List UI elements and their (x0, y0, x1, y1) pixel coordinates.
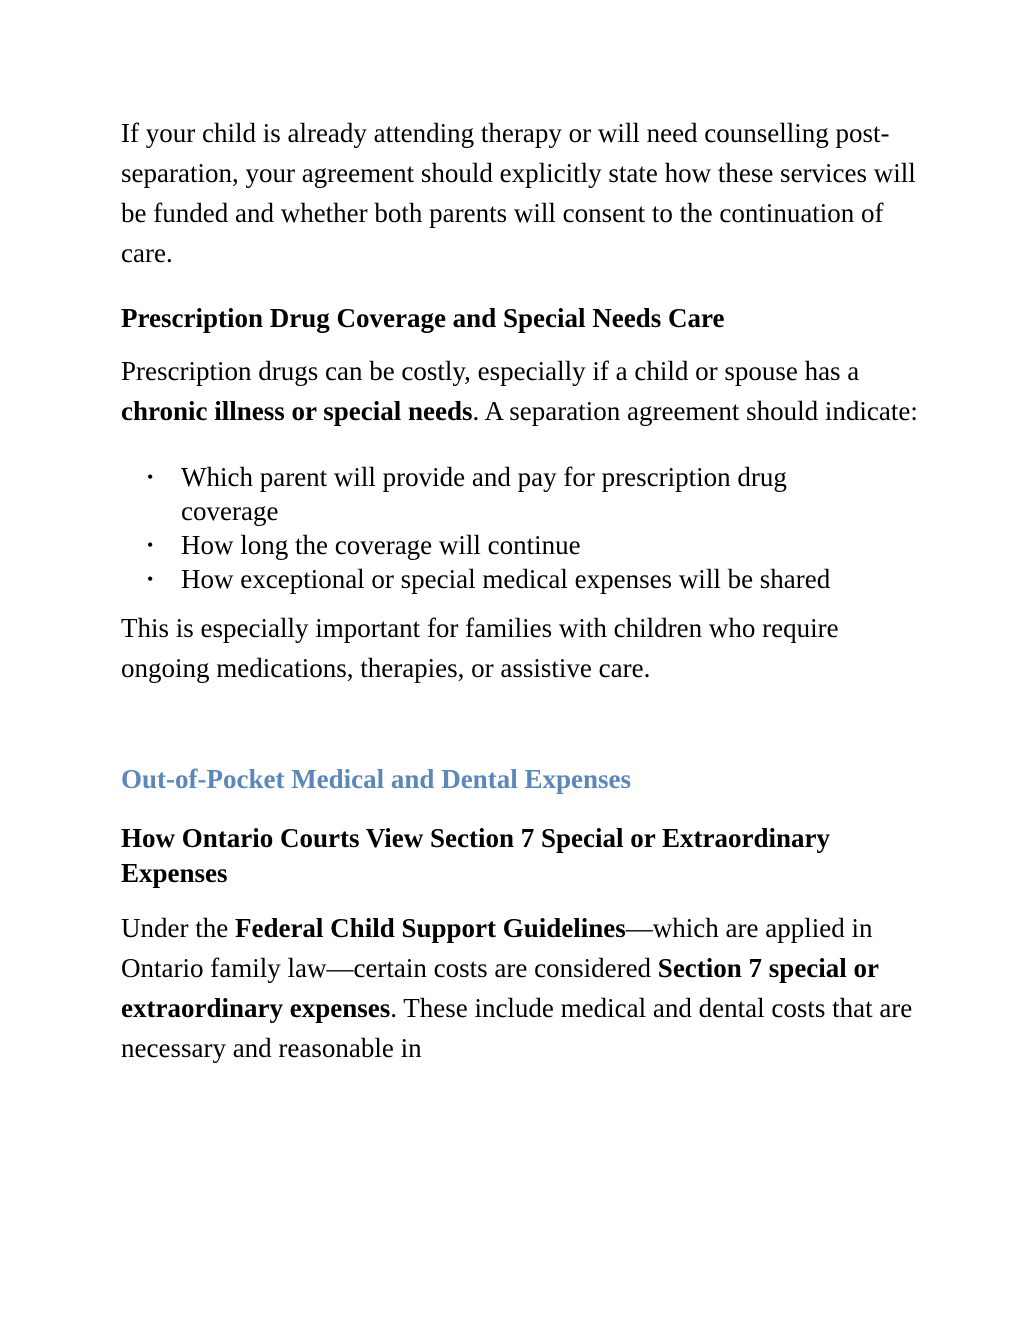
prescription-paragraph (121, 351, 921, 431)
guidelines-paragraph (121, 908, 921, 1068)
list-item (147, 528, 921, 562)
prescription-text-end: . A separation agreement should indicate: (472, 396, 918, 426)
intro-paragraph: If your child is already attending therapy or will need counselling post-separation, your agreement should explicitly state how these services will be funded and whether both parents will consent to the continuation of care. (121, 118, 916, 268)
guidelines-text-start: Under the (121, 913, 235, 943)
list-item (147, 460, 921, 528)
section-heading: Out-of-Pocket Medical and Dental Expenses (121, 764, 631, 794)
bullet-icon: • (147, 569, 154, 589)
list-item-text: How exceptional or special medical expenses will be shared (181, 564, 831, 594)
section-7-subheading: How Ontario Courts View Section 7 Special or Extraordinary Expenses (121, 823, 830, 888)
prescription-text-start: Prescription drugs can be costly, especially if a child or spouse has a (121, 356, 860, 386)
guidelines-text-end: . These include medical and dental costs that are necessary and reasonable in (121, 993, 913, 1063)
coverage-list (121, 460, 921, 596)
prescription-heading: Prescription Drug Coverage and Special Needs Care (121, 303, 725, 333)
list-item-text: How long the coverage will continue (181, 530, 581, 560)
list-item-text: Which parent will provide and pay for prescription drug coverage (181, 462, 787, 526)
document-page (121, 113, 921, 1068)
prescription-bold-text: chronic illness or special needs (121, 396, 473, 426)
guidelines-bold-text: Federal Child Support Guidelines (234, 913, 626, 943)
list-item (147, 562, 921, 596)
section-7-bold-text: Section 7 special or extraordinary expenses (121, 953, 879, 1023)
guidelines-text-mid: —which are applied in Ontario family law—certain costs are considered (121, 913, 873, 983)
bullet-icon: • (147, 535, 154, 555)
closing-paragraph: This is especially important for families with children who require ongoing medications, therapies, or assistive care. (121, 613, 839, 683)
bullet-icon: • (147, 467, 154, 487)
